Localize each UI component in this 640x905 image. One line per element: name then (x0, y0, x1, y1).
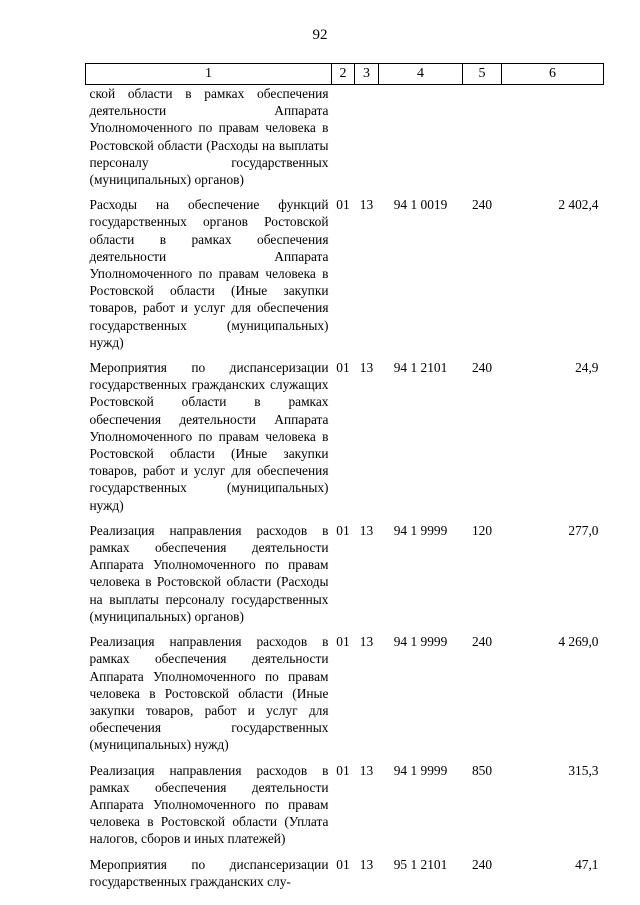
row-target-article (379, 85, 463, 195)
row-section: 01 (336, 856, 350, 872)
row-subsection: 13 (359, 522, 374, 538)
table-header (86, 64, 604, 85)
row-description: Реализация направления расходов в рамках обеспечения деятельности Аппарата Уполномоченного по правам человека в Ростовской области (Иные закупки товаров, работ и услуг для обеспечения государственных (муниципальных) нужд) (89, 634, 329, 753)
header-col-2: 2 (332, 64, 355, 85)
row-section: 01 (336, 360, 350, 376)
row-description: Мероприятия по диспансеризации государственных гражданских служащих Ростовской области в рамках обеспечения деятельности Аппарата Уполномоченного по правам человека в Ростовской области (Иные закупки товаров, работ и услуг для обеспечения государственных (муниципальных) нужд) (89, 360, 329, 513)
table-row (86, 631, 604, 759)
row-amount: 315,3 (568, 762, 599, 778)
row-section: 01 (336, 634, 350, 650)
row-expense-type: 240 (471, 360, 493, 376)
row-target-article: 94 1 9999 (393, 762, 448, 778)
header-col-4: 4 (379, 64, 463, 85)
row-description: ской области в рамках обеспечения деятельности Аппарата Уполномоченного по правам человека в Ростовской области (Расходы на выплаты персоналу государственных (муниципальных) органов) (89, 86, 329, 188)
header-col-1: 1 (86, 64, 332, 85)
row-description: Реализация направления расходов в рамках обеспечения деятельности Аппарата Уполномоченного по правам человека в Ростовской области (Расходы на выплаты персоналу государственных (муниципальных) органов) (89, 522, 329, 624)
row-amount: 277,0 (568, 522, 599, 538)
row-section: 01 (336, 522, 350, 538)
row-expense-type: 240 (471, 634, 493, 650)
row-amount: 47,1 (575, 856, 599, 872)
row-amount: 24,9 (575, 360, 599, 376)
row-description: Реализация направления расходов в рамках обеспечения деятельности Аппарата Уполномоченного по правам человека в Ростовской области (Уплата налогов, сборов и иных платежей) (89, 762, 329, 847)
page-number: 92 (312, 27, 328, 43)
row-description: Мероприятия по диспансеризации государственных гражданских слу- (89, 856, 329, 889)
row-expense-type: 850 (471, 762, 493, 778)
table-row (86, 85, 604, 195)
row-expense-type: 240 (471, 856, 493, 872)
row-expense-type (463, 85, 502, 195)
table-row (86, 194, 604, 357)
row-subsection: 13 (359, 762, 374, 778)
row-amount: 2 402,4 (558, 197, 599, 213)
row-description: Расходы на обеспечение функций государственных органов Ростовской области в рамках обеспечения деятельности Аппарата Уполномоченного по правам человека в Ростовской области (Иные закупки товаров, работ и услуг для обеспечения государственных (муниципальных) нужд) (89, 197, 329, 350)
row-subsection (355, 85, 379, 195)
header-col-6: 6 (502, 64, 604, 85)
row-expense-type: 240 (471, 197, 493, 213)
header-col-3: 3 (355, 64, 379, 85)
table-row (86, 854, 604, 896)
row-subsection: 13 (359, 197, 374, 213)
row-target-article: 94 1 2101 (393, 360, 448, 376)
row-target-article: 94 1 9999 (393, 634, 448, 650)
row-subsection: 13 (359, 634, 374, 650)
row-subsection: 13 (359, 856, 374, 872)
row-amount: 4 269,0 (558, 634, 599, 650)
row-target-article: 95 1 2101 (393, 856, 448, 872)
row-section: 01 (336, 762, 350, 778)
table-row (86, 357, 604, 520)
row-subsection: 13 (359, 360, 374, 376)
row-amount (502, 85, 604, 195)
row-target-article: 94 1 9999 (393, 522, 448, 538)
row-section: 01 (336, 197, 350, 213)
table-row (86, 760, 604, 854)
row-expense-type: 120 (471, 522, 493, 538)
row-target-article: 94 1 0019 (393, 197, 448, 213)
table-row (86, 520, 604, 631)
header-col-5: 5 (463, 64, 502, 85)
budget-table (85, 63, 604, 896)
row-section (332, 85, 355, 195)
